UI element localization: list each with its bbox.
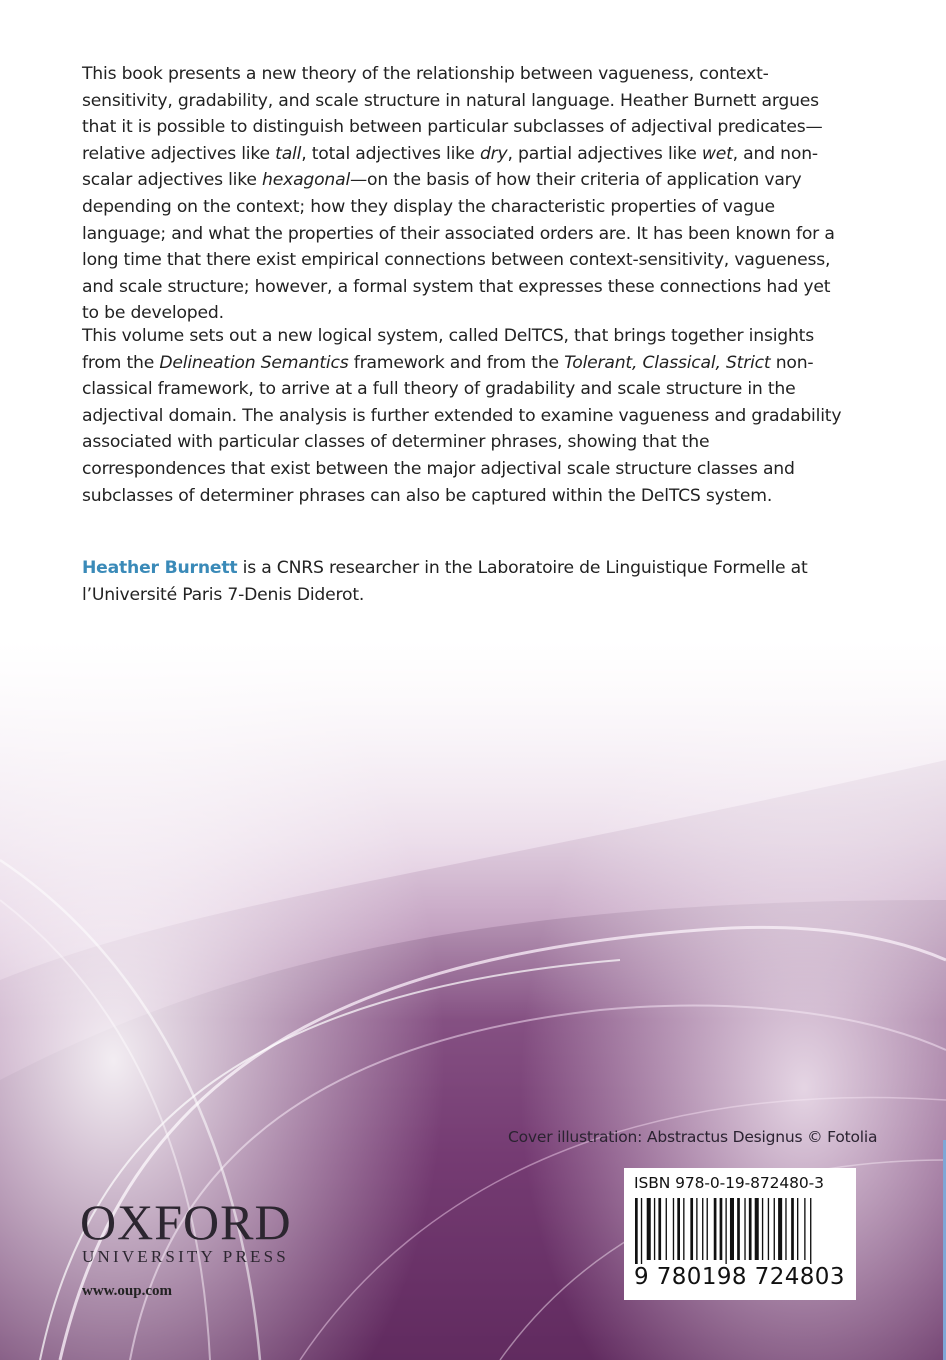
text-run: , and non-scalar adjectives like [82,143,818,191]
italic-term: dry [479,143,508,164]
barcode-bar [666,1198,667,1260]
barcode-bar [725,1198,726,1264]
barcode-bar [797,1198,798,1260]
italic-term: Delineation Semantics [159,352,349,373]
description-paragraph-2 [82,323,852,509]
barcode-bar [791,1198,794,1260]
barcode-bar [654,1198,655,1260]
author-name: Heather Burnett [82,558,238,578]
text-run: non-classical framework, to arrive at a full theory of gradability and scale structure in the adjectival domain. The analysis is further extended to examine vagueness and gradability associated with particular classes of determiner phrases, showing that the correspondences that exist between the major adjectival scale structure classes and subclasses of determiner phrases can also be captured within the DelTCS system. [82,352,842,506]
text-run: This volume sets out a new logical system, called DelTCS, that brings together insights from the [82,326,814,373]
publisher-url[interactable]: www.oup.com [82,1283,173,1299]
barcode-bar [774,1198,775,1260]
barcode-bar [762,1198,763,1260]
barcode-digits: 9 780198 724803 [634,1264,845,1290]
barcode-bar [755,1198,759,1260]
barcode-bar [810,1198,811,1264]
author-bio [82,555,852,608]
text-run: , partial adjectives like [507,143,702,164]
author-bio-text: is a CNRS researcher in the Laboratoire de Linguistique Formelle at l’Université Paris 7-Denis Diderot. [82,558,808,605]
publisher-subtitle: UNIVERSITY PRESS [82,1247,289,1266]
barcode-bar [707,1198,708,1260]
barcode-bar [673,1198,674,1260]
publisher-logo [80,1194,292,1267]
cover-illustration-credit: Cover illustration: Abstractus Designus © Fotolia [508,1128,878,1146]
barcode-icon [634,1198,846,1264]
barcode-bar [778,1198,782,1260]
barcode-bar [737,1198,740,1260]
text-run: framework and from the [348,352,565,373]
barcode-bar [647,1198,651,1260]
isbn-label: ISBN 978-0-19-872480-3 [634,1174,824,1192]
text-run: This book presents a new theory of the relationship between vagueness, context-sensitivity, gradability, and scale structure in natural language. Heather Burnett argues that it is possible to distinguish between particular subclasses of adjectival predicates—relative adjectives like [82,64,823,164]
italic-term: Tolerant, Classical, Strict [564,352,771,373]
italic-term: wet [701,143,733,164]
description-paragraph-2-text [82,323,852,509]
barcode-bar [768,1198,769,1260]
barcode-bar [714,1198,717,1260]
barcode-bar [677,1198,680,1260]
description-paragraph-1-text [82,61,852,327]
barcode-bar [635,1198,638,1264]
barcode-bar [696,1198,697,1260]
barcode-bar [730,1198,734,1260]
barcode-bar [641,1198,642,1264]
italic-term: tall [275,143,302,164]
publisher-name: OXFORD [80,1194,292,1250]
barcode-bar [749,1198,752,1260]
barcode-bar [720,1198,723,1260]
barcode-bar [785,1198,786,1260]
barcode-bar [702,1198,703,1260]
barcode-bar [690,1198,693,1260]
italic-term: hexagonal [262,170,351,191]
barcode-bar [744,1198,745,1260]
barcode-bar [683,1198,684,1260]
text-run: , total adjectives like [301,143,480,164]
barcode-bar [804,1198,805,1260]
text-run: —on the basis of how their criteria of application vary depending on the context; how they display the characteristic properties of vague language; and what the properties of their associated orders are. It has been known for a long time that there exist empirical connections between context-sensitivity, vagueness, and scale structure; however, a formal system that expresses these connections had yet to be developed. [82,170,835,324]
isbn-barcode-panel [624,1168,856,1300]
description-paragraph-1 [82,61,852,327]
barcode-bar [658,1198,661,1260]
